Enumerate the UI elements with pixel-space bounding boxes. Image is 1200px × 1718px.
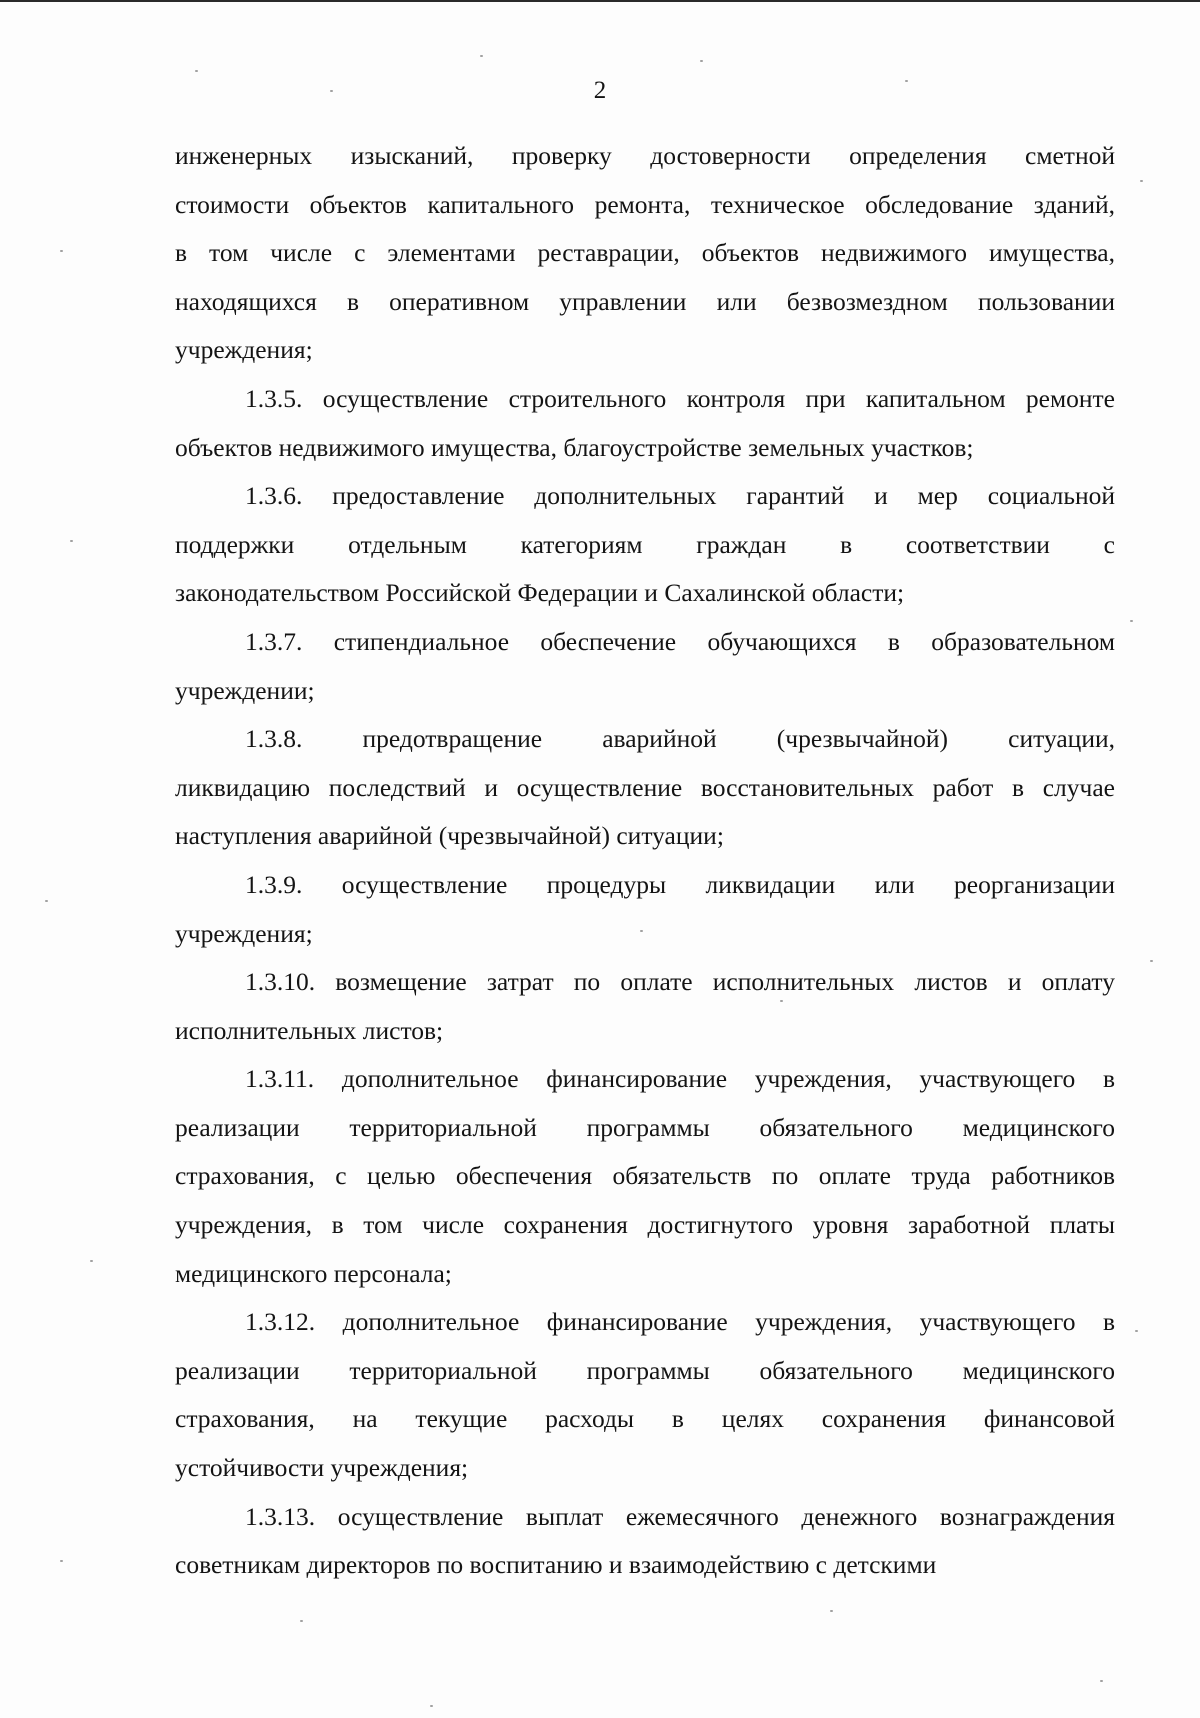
scan-speck [640, 930, 643, 932]
paragraph [175, 132, 1115, 375]
paragraph [175, 1298, 1115, 1492]
scan-speck [60, 250, 63, 252]
text-line: учреждения, в том числе сохранения достигнутого уровня заработной платы [175, 1210, 1115, 1240]
text-line: стоимости объектов капитального ремонта, техническое обследование зданий, [175, 189, 1115, 219]
scan-top-edge [0, 0, 1200, 2]
text-line: 1.3.13. осуществление выплат ежемесячного денежного вознаграждения [245, 1501, 1115, 1531]
paragraph [175, 861, 1115, 958]
scan-speck [700, 60, 703, 62]
text-line: реализации территориальной программы обязательного медицинского [175, 1112, 1115, 1142]
paragraph [175, 1055, 1115, 1298]
scan-speck [70, 540, 73, 542]
text-line: законодательством Российской Федерации и Сахалинской области; [175, 578, 905, 608]
text-line: 1.3.10. возмещение затрат по оплате исполнительных листов и оплату [245, 967, 1115, 997]
scan-speck [480, 55, 483, 57]
document-body [175, 132, 1115, 1590]
text-line: 1.3.7. стипендиальное обеспечение обучающихся в образовательном [245, 626, 1115, 656]
text-line: учреждения; [175, 335, 313, 365]
text-line: медицинского персонала; [175, 1258, 452, 1288]
scan-speck [1100, 1680, 1103, 1682]
paragraph [175, 958, 1115, 1055]
text-line: 1.3.6. предоставление дополнительных гарантий и мер социальной [245, 481, 1115, 511]
scan-speck [1150, 960, 1153, 962]
text-line: страхования, с целью обеспечения обязательств по оплате труда работников [175, 1161, 1115, 1191]
text-line: ликвидацию последствий и осуществление восстановительных работ в случае [175, 772, 1115, 802]
page-number: 2 [593, 77, 607, 104]
paragraph [175, 375, 1115, 472]
text-line: инженерных изысканий, проверку достоверности определения сметной [175, 141, 1115, 170]
text-line: 1.3.12. дополнительное финансирование учреждения, участвующего в [245, 1307, 1115, 1337]
text-line: страхования, на текущие расходы в целях сохранения финансовой [175, 1404, 1115, 1434]
text-line: учреждения; [175, 918, 313, 948]
paragraph [175, 715, 1115, 861]
scan-speck [300, 1620, 303, 1622]
scan-speck [430, 1705, 433, 1707]
scan-speck [195, 70, 198, 72]
scan-speck [1140, 180, 1143, 182]
scan-speck [1130, 620, 1133, 622]
text-line: устойчивости учреждения; [175, 1453, 469, 1483]
text-line: учреждении; [175, 675, 315, 705]
scan-speck [45, 900, 48, 902]
text-line: реализации территориальной программы обязательного медицинского [175, 1355, 1115, 1385]
text-line: исполнительных листов; [175, 1015, 444, 1045]
paragraph [175, 472, 1115, 618]
text-line: находящихся в оперативном управлении или безвозмездном пользовании [175, 286, 1115, 316]
text-line: объектов недвижимого имущества, благоустройстве земельных участков; [175, 432, 974, 462]
text-line: 1.3.11. дополнительное финансирование учреждения, участвующего в [245, 1064, 1115, 1094]
text-line: поддержки отдельным категориям граждан в соответствии с [175, 529, 1115, 559]
text-line: в том числе с элементами реставрации, объектов недвижимого имущества, [175, 238, 1115, 268]
text-line: наступления аварийной (чрезвычайной) ситуации; [175, 821, 724, 851]
text-line: советникам директоров по воспитанию и взаимодействию с детскими [175, 1550, 937, 1580]
scan-speck [830, 1610, 833, 1612]
scan-speck [780, 1000, 783, 1002]
text-line: 1.3.5. осуществление строительного контроля при капитальном ремонте [245, 383, 1115, 413]
scan-speck [1135, 1330, 1138, 1332]
paragraph [175, 618, 1115, 715]
text-line: 1.3.9. осуществление процедуры ликвидации или реорганизации [245, 869, 1115, 899]
paragraph [175, 1493, 1115, 1590]
scan-speck [905, 80, 908, 82]
scan-speck [330, 90, 333, 92]
scan-speck [90, 1260, 93, 1262]
text-line: 1.3.8. предотвращение аварийной (чрезвычайной) ситуации, [245, 724, 1115, 754]
scan-speck [60, 1560, 63, 1562]
